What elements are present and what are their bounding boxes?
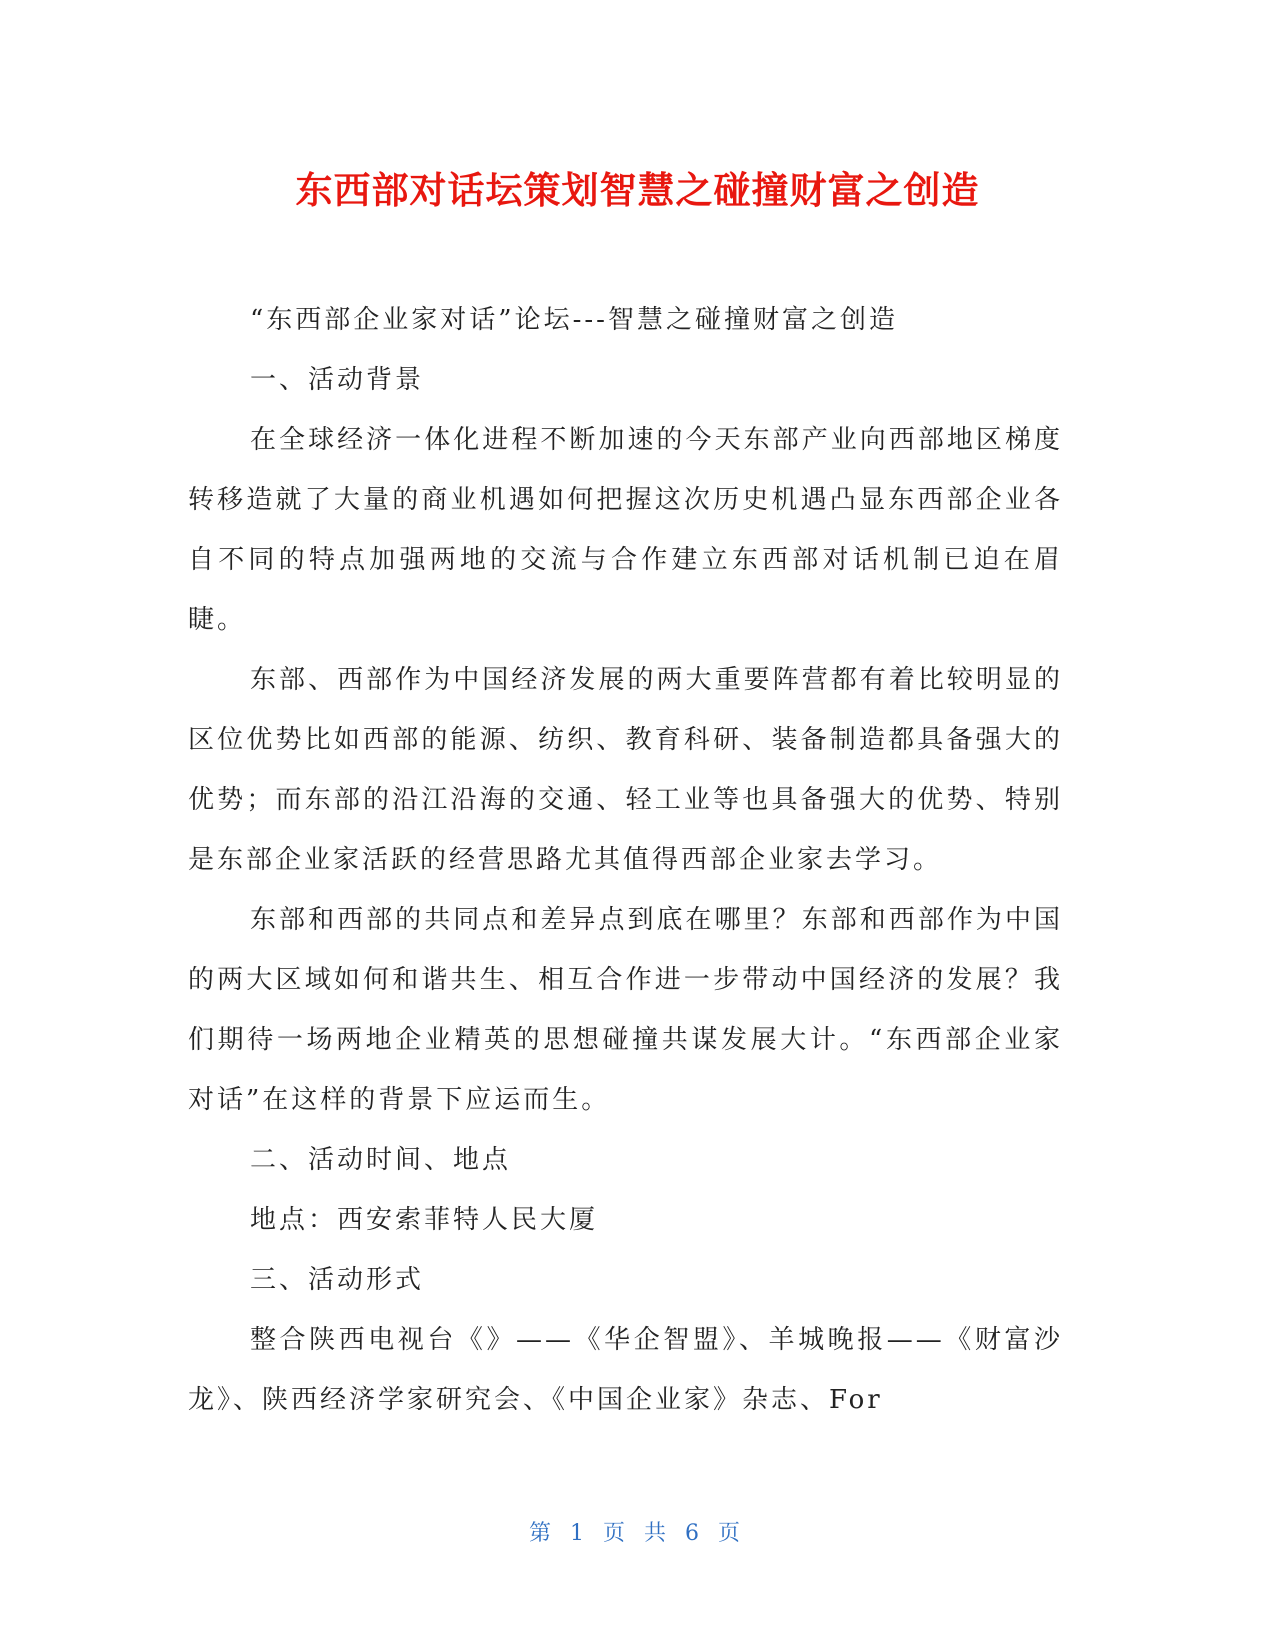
paragraph-location: 地点：西安索菲特人民大厦 xyxy=(250,1205,599,1235)
section-heading-format: 三、活动形式 xyxy=(250,1265,425,1295)
paragraph-background-2: 东部、西部作为中国经济发展的两大重要阵营都有着比较明显的区位优势比如西部的能源、纺织、教育科研、装备制造都具备强大的优势；而东部的沿江沿海的交通、轻工业等也具备强大的优势、特别是东部企业家活跃的经营思路尤其值得西部企业家去学习。 xyxy=(188,665,1063,875)
section-heading-background: 一、活动背景 xyxy=(250,365,425,395)
paragraph-format: 整合陕西电视台《》——《华企智盟》、羊城晚报——《财富沙龙》、陕西经济学家研究会、《中国企业家》杂志、For xyxy=(188,1325,1063,1415)
page-footer: 第 1 页 共 6 页 xyxy=(529,1521,746,1546)
paragraph-background-3: 东部和西部的共同点和差异点到底在哪里？东部和西部作为中国的两大区域如何和谐共生、相互合作进一步带动中国经济的发展？我们期待一场两地企业精英的思想碰撞共谋发展大计。“东西部企业家对话”在这样的背景下应运而生。 xyxy=(188,905,1063,1115)
document-title: 东西部对话坛策划智慧之碰撞财富之创造 xyxy=(295,169,980,212)
paragraph-background-1: 在全球经济一体化进程不断加速的今天东部产业向西部地区梯度转移造就了大量的商业机遇如何把握这次历史机遇凸显东西部企业各自不同的特点加强两地的交流与合作建立东西部对话机制已迫在眉睫。 xyxy=(188,425,1063,635)
section-heading-time-place: 二、活动时间、地点 xyxy=(250,1145,512,1175)
document-body xyxy=(188,290,1063,1430)
paragraph-forum-heading: “东西部企业家对话”论坛---智慧之碰撞财富之创造 xyxy=(250,305,898,335)
